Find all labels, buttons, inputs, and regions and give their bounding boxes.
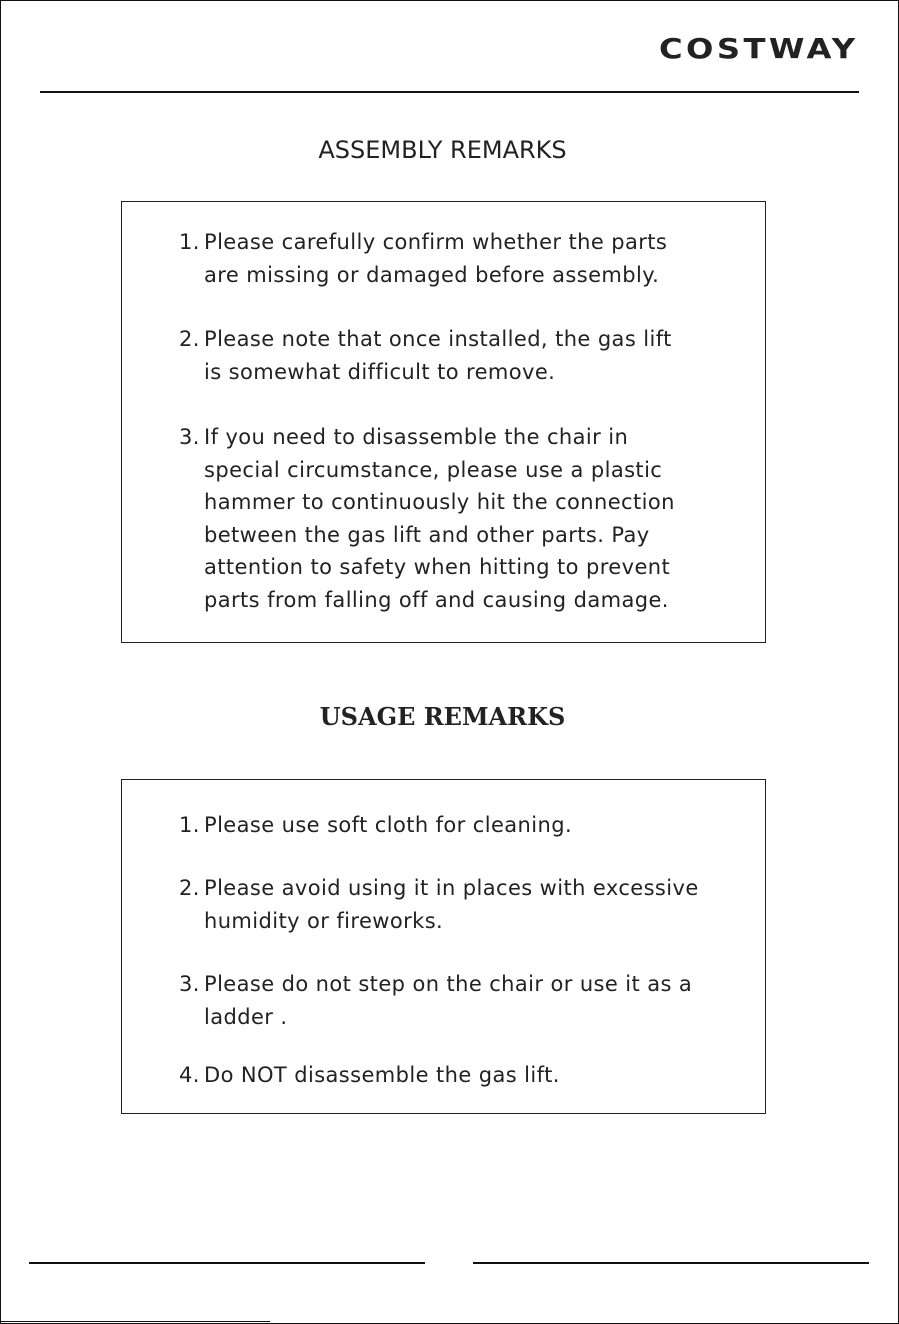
remark-number: 1. xyxy=(179,813,200,837)
remark-line: is somewhat difficult to remove. xyxy=(204,359,556,384)
remark-line: 3. If you need to disassemble the chair in xyxy=(179,421,759,454)
usage-remarks-box xyxy=(121,779,766,1114)
assembly-remark-3 xyxy=(179,421,759,616)
footer-divider-right xyxy=(473,1262,869,1264)
remark-line: 1. Please carefully confirm whether the parts xyxy=(179,226,759,259)
remark-number: 2. xyxy=(179,876,200,900)
usage-remark-2 xyxy=(179,872,759,937)
remark-line: parts from falling off and causing damage. xyxy=(204,587,669,612)
remark-number: 4. xyxy=(179,1063,200,1087)
remark-line: 1. Please use soft cloth for cleaning. xyxy=(179,809,759,842)
remark-line: 4. Do NOT disassemble the gas lift. xyxy=(179,1059,759,1092)
remark-line: hammer to continuously hit the connection xyxy=(204,490,675,514)
usage-remark-4 xyxy=(179,1059,759,1092)
footer-edge-line xyxy=(0,1321,270,1322)
footer-divider-left xyxy=(29,1262,425,1264)
remark-line: humidity or fireworks. xyxy=(204,908,444,933)
remark-number: 3. xyxy=(179,425,200,449)
assembly-remark-2 xyxy=(179,323,759,388)
header-divider xyxy=(40,91,859,93)
assembly-remarks-heading: ASSEMBLY REMARKS xyxy=(318,136,567,164)
remark-line: are missing or damaged before assembly. xyxy=(204,262,660,287)
remark-line: 2. Please note that once installed, the gas lift xyxy=(179,323,759,356)
usage-remarks-heading: USAGE REMARKS xyxy=(319,702,566,731)
assembly-remark-1 xyxy=(179,226,759,291)
usage-remark-3 xyxy=(179,968,759,1033)
usage-remark-1 xyxy=(179,809,759,842)
remark-line: 3. Please do not step on the chair or use it as a xyxy=(179,968,759,1001)
remark-line: 2. Please avoid using it in places with excessive xyxy=(179,872,759,905)
remark-line: special circumstance, please use a plastic xyxy=(204,457,663,482)
brand-logo: COSTWAY xyxy=(659,32,859,65)
remark-number: 2. xyxy=(179,327,200,351)
assembly-remarks-box xyxy=(121,201,766,643)
remark-line: between the gas lift and other parts. Pay xyxy=(204,522,650,547)
remark-line: attention to safety when hitting to prevent xyxy=(204,555,671,579)
remark-number: 3. xyxy=(179,972,200,996)
remark-line: ladder . xyxy=(204,1004,288,1029)
remark-number: 1. xyxy=(179,230,200,254)
